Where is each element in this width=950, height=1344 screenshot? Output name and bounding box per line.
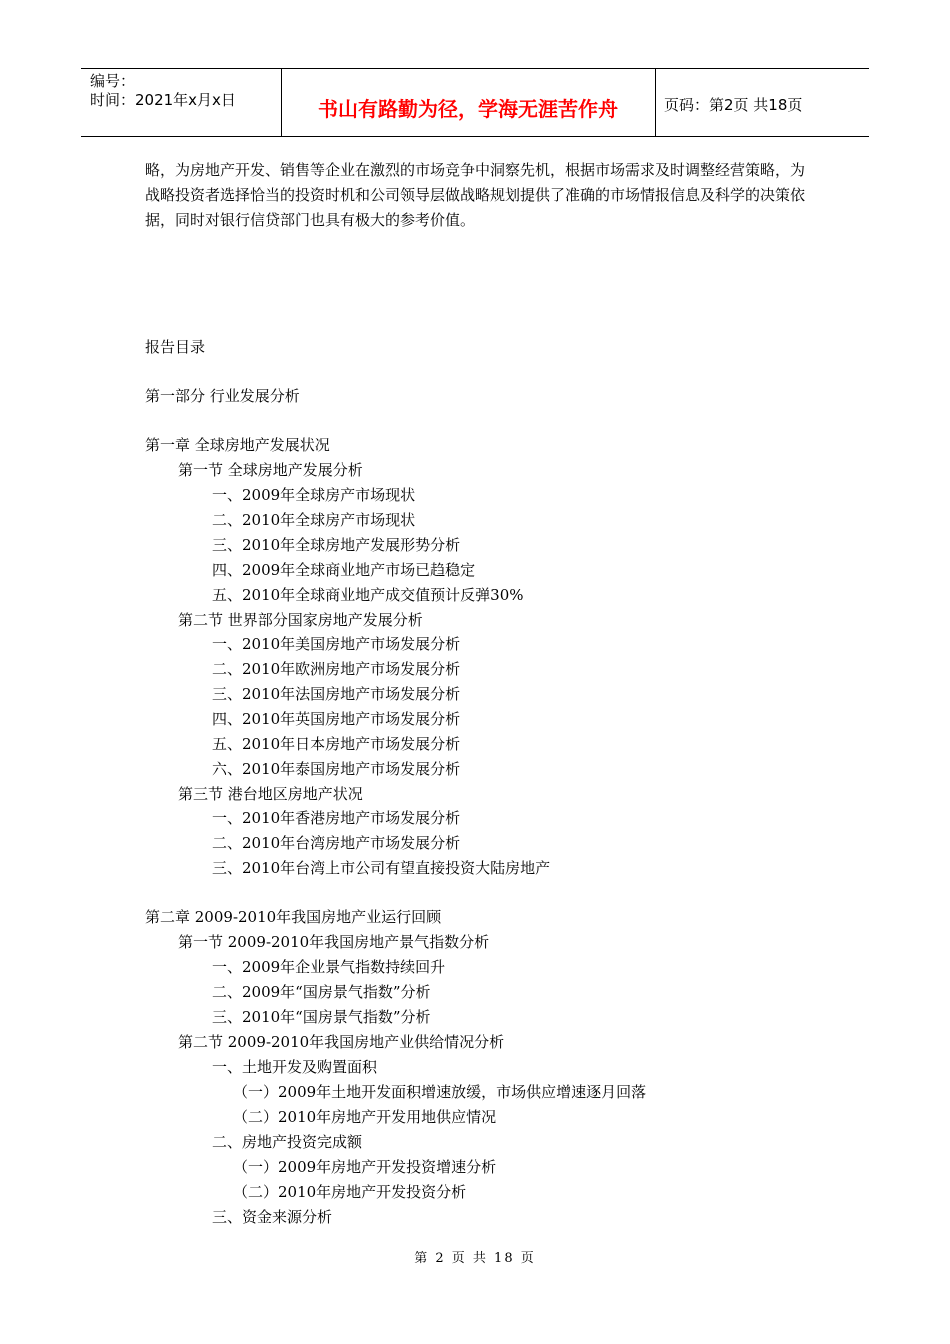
toc-item: 四、2010年英国房地产市场发展分析 (212, 710, 461, 728)
toc-item: 一、土地开发及购置面积 (212, 1058, 378, 1076)
toc-section: 第二节 2009-2010年我国房地产业供给情况分析 (178, 1033, 505, 1051)
toc-subitem: （一）2009年土地开发面积增速放缓，市场供应增速逐月回落 (233, 1083, 647, 1101)
toc-item: 二、2010年台湾房地产市场发展分析 (212, 834, 461, 852)
toc-item: 三、资金来源分析 (212, 1208, 333, 1226)
toc-item: 一、2009年企业景气指数持续回升 (212, 958, 446, 976)
toc-item: 三、2010年“国房景气指数”分析 (212, 1008, 431, 1026)
toc-section: 第一节 2009-2010年我国房地产景气指数分析 (178, 933, 490, 951)
header-page-info: 页码：第2页 共18页 (664, 96, 803, 114)
toc-section: 第一节 全球房地产发展分析 (178, 461, 363, 479)
toc-subitem: （二）2010年房地产开发投资分析 (233, 1183, 467, 1201)
toc-item: 二、2009年“国房景气指数”分析 (212, 983, 431, 1001)
toc-item: 二、2010年全球房产市场现状 (212, 511, 416, 529)
intro-text: 略，为房地产开发、销售等企业在激烈的市场竞争中洞察先机，根据市场需求及时调整经营策略，为战略投资者选择恰当的投资时机和公司领导层做战略规划提供了准确的市场情报信息及科学的决策依据，同时对银行信贷部门也具有极大的参考价值。 (145, 161, 806, 229)
toc-subitem: （一）2009年房地产开发投资增速分析 (233, 1158, 497, 1176)
toc-section: 第二节 世界部分国家房地产发展分析 (178, 611, 423, 629)
code-label: 编号： (90, 72, 136, 90)
toc-item: 三、2010年法国房地产市场发展分析 (212, 685, 461, 703)
toc-item: 四、2009年全球商业地产市场已趋稳定 (212, 561, 476, 579)
toc-item: 二、房地产投资完成额 (212, 1133, 363, 1151)
toc-part: 第一部分 行业发展分析 (145, 387, 300, 405)
page-footer: 第 2 页 共 18 页 (414, 1251, 536, 1266)
toc-section: 第三节 港台地区房地产状况 (178, 785, 363, 803)
toc-item: 五、2010年日本房地产市场发展分析 (212, 735, 461, 753)
toc-item: 三、2010年全球房地产发展形势分析 (212, 536, 461, 554)
page-header (81, 68, 869, 137)
header-meta (90, 72, 236, 110)
toc-item: 一、2010年香港房地产市场发展分析 (212, 809, 461, 827)
toc-item: 五、2010年全球商业地产成交值预计反弹30% (212, 586, 524, 604)
toc-heading: 报告目录 (145, 338, 206, 356)
toc-subitem: （二）2010年房地产开发用地供应情况 (233, 1108, 497, 1126)
intro-paragraph (145, 158, 810, 233)
toc-item: 一、2009年全球房产市场现状 (212, 486, 416, 504)
toc-chapter: 第一章 全球房地产发展状况 (145, 436, 330, 454)
header-divider (655, 69, 656, 136)
toc-item: 二、2010年欧洲房地产市场发展分析 (212, 660, 461, 678)
toc-item: 六、2010年泰国房地产市场发展分析 (212, 760, 461, 778)
toc-item: 一、2010年美国房地产市场发展分析 (212, 635, 461, 653)
toc-item: 三、2010年台湾上市公司有望直接投资大陆房地产 (212, 859, 551, 877)
time-label: 时间：2021年x月x日 (90, 91, 236, 109)
toc-chapter: 第二章 2009-2010年我国房地产业运行回顾 (145, 908, 442, 926)
header-motto: 书山有路勤为径，学海无涯苦作舟 (318, 97, 618, 121)
